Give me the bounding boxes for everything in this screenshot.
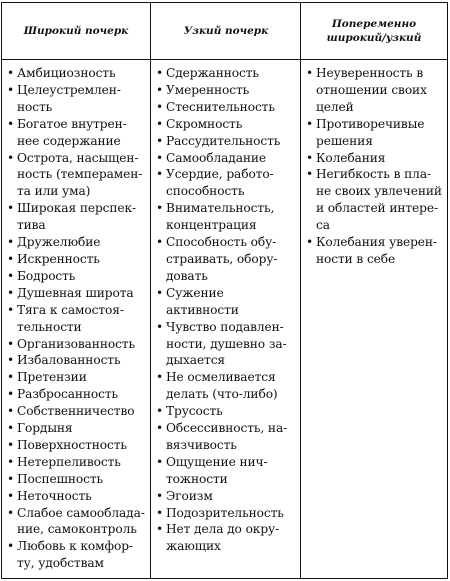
trait-line: • Дружелюбие (17, 235, 101, 250)
column-divider (300, 3, 301, 578)
trait-list-item (155, 488, 298, 505)
trait-line: • Искренность (17, 251, 100, 266)
traits-table (1, 2, 448, 579)
trait-line: • Негибкость в пла- (316, 167, 432, 182)
trait-line: вязчивость (166, 437, 237, 452)
column-wide-traits (6, 65, 148, 572)
trait-list-item (305, 65, 446, 116)
trait-line: • Собственничество (17, 404, 135, 419)
header-mixed-label: Попеременно широкий/узкий (326, 18, 422, 44)
trait-line: • Организованность (17, 336, 135, 351)
trait-list-item (155, 150, 298, 167)
trait-list-item (155, 82, 298, 99)
trait-line: • Целеустремлен- (17, 82, 121, 97)
trait-list-item (155, 65, 298, 82)
trait-line: ность (17, 99, 53, 114)
trait-list-item (155, 200, 298, 234)
trait-line: • Способность обу- (166, 235, 277, 250)
trait-list-item (6, 386, 148, 403)
trait-list-item (155, 234, 298, 285)
trait-line: • Острота, насыщен- (17, 150, 139, 165)
trait-list-item (155, 285, 298, 319)
trait-list-item (305, 150, 446, 167)
column-divider (150, 3, 151, 578)
trait-list-item (155, 521, 298, 555)
header-divider (2, 59, 447, 60)
trait-list-item (6, 403, 148, 420)
trait-list-item (155, 99, 298, 116)
trait-list-item (6, 454, 148, 471)
trait-list-item (6, 352, 148, 369)
trait-line: • Ощущение нич- (166, 454, 268, 469)
trait-list-item (6, 251, 148, 268)
trait-line: ности, душевно за- (166, 336, 287, 351)
trait-line: • Умеренность (166, 82, 250, 97)
trait-list-item (6, 369, 148, 386)
trait-list-item (6, 268, 148, 285)
header-wide-handwriting (2, 3, 150, 59)
trait-line: • Рассудительность (166, 133, 281, 148)
trait-line: довать (166, 268, 208, 283)
trait-line: • Нет дела до окру- (166, 522, 280, 537)
trait-line: нее содержание (17, 133, 121, 148)
trait-line: • Внимательность, (166, 201, 275, 216)
trait-line: концентрация (166, 218, 257, 233)
trait-list-item (155, 166, 298, 200)
trait-list-item (6, 336, 148, 353)
trait-line: • Сужение активности (166, 285, 239, 317)
trait-line: • Обсессивность, на- (166, 421, 288, 436)
trait-list-item (155, 369, 298, 403)
trait-line: ности в себе (316, 251, 396, 266)
trait-line: и областей интере- (316, 201, 438, 216)
trait-list-item (155, 133, 298, 150)
trait-line: са (316, 218, 330, 233)
trait-list-item (6, 488, 148, 505)
trait-line: • Амбициозность (17, 66, 116, 80)
trait-line: не своих увлечений (316, 184, 442, 199)
trait-list-item (6, 538, 148, 572)
trait-line: тива (17, 218, 46, 233)
trait-line: • Подозрительность (166, 505, 284, 520)
trait-list-item (6, 116, 148, 150)
trait-line: • Сдержанность (166, 66, 259, 80)
trait-line: дыхается (166, 353, 226, 368)
trait-line: • Скромность (166, 116, 243, 131)
trait-list-item (6, 82, 148, 116)
trait-list-item (6, 65, 148, 82)
trait-line: • Эгоизм (166, 488, 213, 503)
trait-line: способность (166, 184, 245, 199)
trait-list-item (6, 420, 148, 437)
header-narrow-label: Узкий почерк (183, 25, 269, 37)
trait-line: • Поспешность (17, 471, 104, 486)
trait-list-item (155, 319, 298, 370)
trait-list-item (6, 150, 148, 201)
trait-line: ние, самоконтроль (17, 522, 137, 537)
trait-line: • Поверхностность (17, 437, 127, 452)
trait-line: • Слабое самооблада- (17, 505, 145, 520)
trait-line: та или ума) (17, 184, 91, 199)
trait-line: • Любовь к комфор- (17, 539, 133, 554)
trait-line: • Колебания уверен- (316, 235, 437, 250)
trait-list-item (155, 420, 298, 454)
trait-line: тельности (17, 319, 82, 334)
header-narrow-handwriting (152, 3, 300, 59)
trait-line: делать (что-либо) (166, 387, 278, 402)
trait-line: • Неуверенность в (316, 66, 424, 80)
trait-line: • Не осмеливается (166, 370, 276, 385)
trait-line: • Нетерпеливость (17, 454, 121, 469)
trait-line: ность (темперамен- (17, 167, 143, 182)
header-mixed-handwriting (302, 3, 446, 59)
trait-list-item (155, 454, 298, 488)
trait-line: • Разбросанность (17, 387, 119, 402)
trait-line: • Колебания (316, 150, 386, 165)
trait-list-item (6, 505, 148, 539)
trait-line: • Неточность (17, 488, 92, 503)
trait-line: • Самообладание (166, 150, 267, 165)
trait-list-item (6, 437, 148, 454)
trait-line: целей (316, 99, 354, 114)
trait-line: • Стеснительность (166, 99, 275, 114)
trait-line: • Противоречивые (316, 116, 425, 131)
trait-line: • Усердие, работо- (166, 167, 274, 182)
trait-line: • Богатое внутрен- (17, 116, 127, 131)
trait-line: жающих (166, 539, 221, 554)
trait-line: • Претензии (17, 370, 87, 385)
trait-list-item (6, 234, 148, 251)
trait-line: • Гордыня (17, 421, 73, 436)
trait-list-item (155, 403, 298, 420)
column-mixed-traits (305, 65, 446, 268)
trait-list-item (155, 505, 298, 522)
trait-list-item (6, 200, 148, 234)
trait-list-item (6, 471, 148, 488)
trait-list-item (305, 234, 446, 268)
column-narrow-traits (155, 65, 298, 555)
trait-list-item (6, 285, 148, 302)
trait-line: ту, удобствам (17, 556, 104, 571)
trait-list-item (6, 302, 148, 336)
trait-line: отношении своих (316, 82, 427, 97)
trait-line: • Трусость (166, 404, 223, 419)
trait-line: решения (316, 133, 373, 148)
trait-line: страивать, обору- (166, 251, 278, 266)
trait-list-item (155, 116, 298, 133)
trait-line: • Бодрость (17, 268, 76, 283)
trait-list-item (305, 166, 446, 234)
trait-line: • Душевная широта (17, 285, 134, 300)
trait-line: • Избалованность (17, 353, 121, 368)
trait-line: тожности (166, 471, 228, 486)
trait-line: • Широкая перспек- (17, 201, 137, 216)
trait-list-item (305, 116, 446, 150)
trait-line: • Чувство подавлен- (166, 319, 284, 334)
header-wide-label: Широкий почерк (23, 25, 129, 37)
trait-line: • Тяга к самостоя- (17, 302, 124, 317)
